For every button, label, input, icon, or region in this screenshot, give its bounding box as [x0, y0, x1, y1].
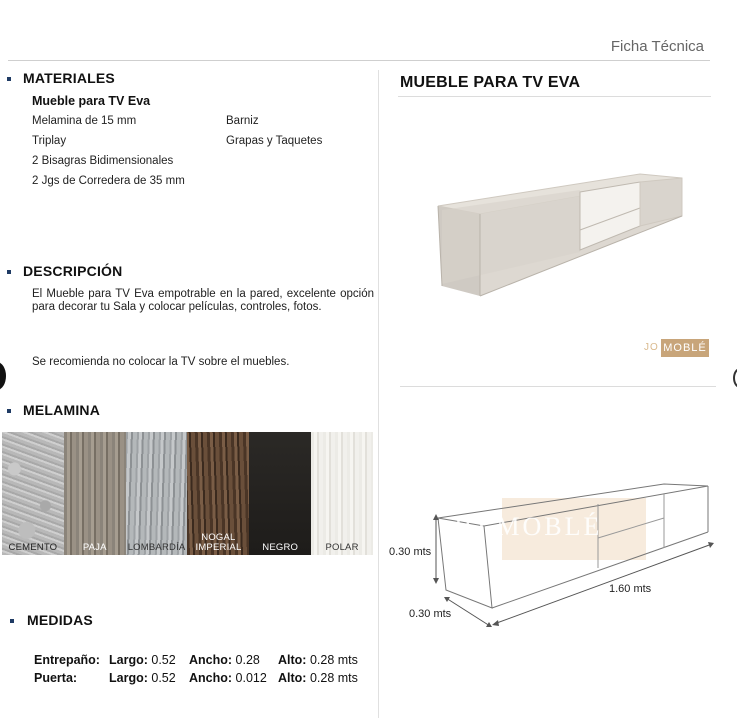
bullet-icon: [7, 77, 11, 81]
swatch-nogal-imperial: [187, 432, 249, 555]
header-divider: [8, 60, 710, 61]
product-photo: [430, 168, 690, 303]
swatch-lombardia: [126, 432, 188, 555]
medidas-row-puerta: [34, 671, 77, 685]
row-label: Puerta:: [34, 671, 78, 685]
material-item: Barniz: [226, 115, 259, 127]
material-item: 2 Bisagras Bidimensionales: [32, 155, 174, 167]
panel-divider: [400, 386, 716, 387]
dim-height: 0.30 mts: [389, 546, 432, 558]
alto-value: 0.28 mts: [309, 671, 358, 685]
edge-circle-icon: [733, 368, 737, 388]
product-title-divider: [398, 96, 711, 97]
ancho-value: 0.28: [235, 653, 260, 667]
bullet-icon: [7, 270, 11, 274]
material-item: 2 Jgs de Corredera de 35 mm: [32, 175, 185, 187]
swatch-paja: [64, 432, 126, 555]
ancho-value: 0.012: [235, 671, 267, 685]
melamina-swatches: [2, 432, 373, 555]
swatch-negro: [249, 432, 311, 555]
alto-label: Alto:: [278, 653, 307, 667]
materiales-heading: MATERIALES: [23, 70, 115, 86]
swatch-label: NEGRO: [262, 542, 299, 553]
dim-length: 1.60 mts: [609, 583, 652, 595]
product-title: MUEBLE PARA TV EVA: [400, 74, 581, 91]
bullet-icon: [7, 409, 11, 413]
ancho-label: Ancho:: [189, 653, 233, 667]
alto-label: Alto:: [278, 671, 307, 685]
descripcion-heading: DESCRIPCIÓN: [23, 263, 123, 279]
largo-value: 0.52: [151, 653, 176, 667]
largo-label: Largo:: [109, 653, 148, 667]
edge-circle-icon: [0, 362, 6, 390]
medidas-largo: [109, 653, 176, 667]
melamina-heading: MELAMINA: [23, 402, 101, 418]
descripcion-paragraph: El Mueble para TV Eva empotrable en la pared, excelente opción para decorar tu Sala y colocar películas, controles, fotos.: [32, 288, 374, 313]
dim-depth: 0.30 mts: [409, 608, 452, 620]
swatch-polar: [311, 432, 373, 555]
watermark: JO MOBLÉ: [452, 512, 603, 541]
medidas-ancho: [189, 671, 267, 685]
largo-label: Largo:: [109, 671, 148, 685]
column-divider: [378, 70, 379, 718]
swatch-label: LOMBARDÍA: [127, 542, 186, 553]
descripcion-note: Se recomienda no colocar la TV sobre el muebles.: [32, 356, 290, 368]
medidas-largo: [109, 671, 176, 685]
medidas-alto: [278, 653, 358, 667]
swatch-cemento: [2, 432, 64, 555]
material-item: Triplay: [32, 135, 67, 147]
material-item: Grapas y Taquetes: [226, 135, 323, 147]
brand-logo: MOBLÉ: [661, 339, 709, 357]
row-label: Entrepaño:: [34, 653, 100, 667]
brand-prefix: JO: [644, 342, 659, 353]
medidas-heading: MEDIDAS: [27, 612, 93, 628]
dimension-drawing: [428, 470, 718, 640]
swatch-label: CEMENTO: [8, 542, 58, 553]
product-subtitle: Mueble para TV Eva: [32, 94, 151, 108]
material-item: Melamina de 15 mm: [32, 115, 137, 127]
swatch-label: POLAR: [325, 542, 359, 553]
page-title: Ficha Técnica: [610, 38, 704, 55]
swatch-label: NOGAL IMPERIAL: [195, 532, 242, 553]
medidas-alto: [278, 671, 358, 685]
largo-value: 0.52: [151, 671, 176, 685]
medidas-ancho: [189, 653, 260, 667]
ancho-label: Ancho:: [189, 671, 233, 685]
bullet-icon: [10, 619, 14, 623]
swatch-label: PAJA: [82, 542, 107, 553]
alto-value: 0.28 mts: [309, 653, 358, 667]
medidas-row-entrepano: [34, 653, 100, 667]
